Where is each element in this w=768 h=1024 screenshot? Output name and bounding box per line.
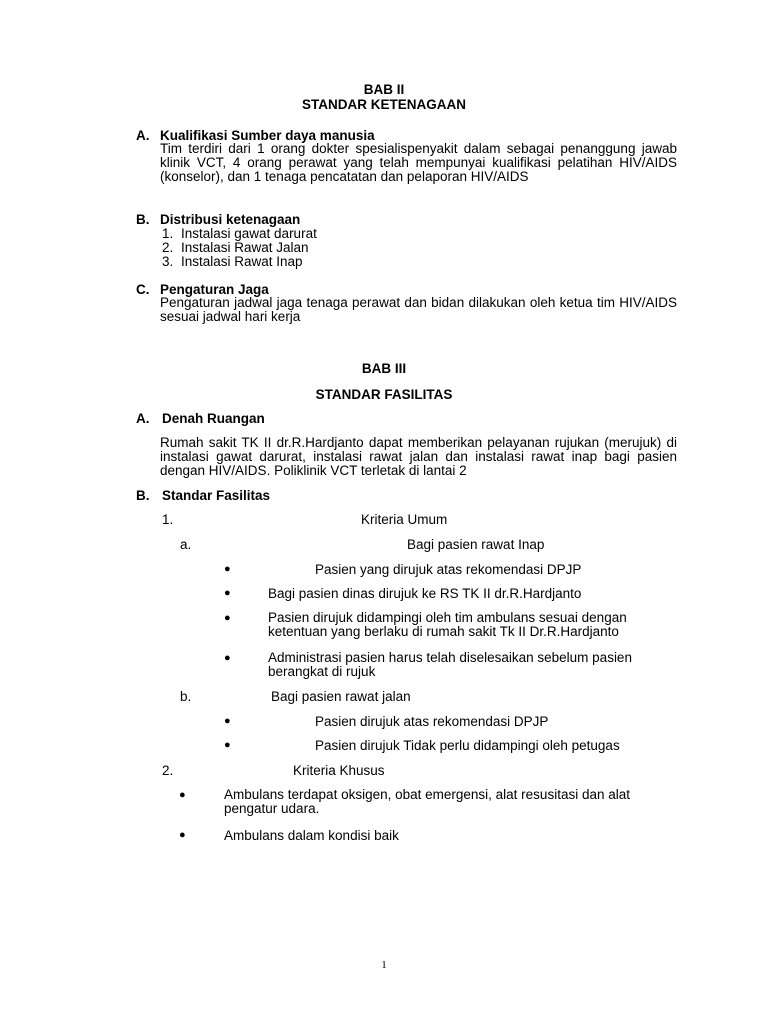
- bullet-icon: ●: [179, 789, 186, 801]
- bab3-b-heading: Standar Fasilitas: [162, 488, 271, 503]
- kriteria-khusus-label: Kriteria Khusus: [293, 763, 385, 778]
- kriteria-khusus-item: Ambulans terdapat oksigen, obat emergensi, alat resusitasi dan alat pengatur udara.: [224, 787, 630, 816]
- rawat-inap-letter: a.: [180, 537, 192, 552]
- bab2-b-item-text: Instalasi gawat darurat: [181, 226, 317, 241]
- bab3-a-letter: A.: [136, 411, 150, 426]
- rawat-jalan-item: Pasien dirujuk Tidak perlu didampingi oleh petugas: [315, 738, 620, 753]
- bab2-b-item-text: Instalasi Rawat Inap: [181, 254, 303, 269]
- kriteria-khusus-item: Ambulans dalam kondisi baik: [224, 828, 399, 843]
- bab3-subtitle: STANDAR FASILITAS: [315, 387, 453, 402]
- bab3-b-letter: B.: [136, 488, 150, 503]
- bullet-icon: ●: [224, 739, 231, 751]
- bab2-a-text: Tim terdiri dari 1 orang dokter spesialispenyakit dalam sebagai penanggung jawab klinik VCT, 4 orang perawat yang telah mempunyai kualifikasi pelatihan HIV/AIDS (konselor), dan 1 tenaga pencatatan dan pelaporan HIV/AIDS: [160, 141, 677, 184]
- bullet-icon: ●: [179, 829, 186, 841]
- rawat-inap-label: Bagi pasien rawat Inap: [407, 537, 545, 552]
- bab2-subtitle: STANDAR KETENAGAAN: [302, 97, 466, 112]
- rawat-jalan-item: Pasien dirujuk atas rekomendasi DPJP: [315, 714, 549, 729]
- bab2-b-item-num: 3.: [162, 254, 174, 269]
- bullet-icon: ●: [224, 652, 231, 664]
- kriteria-khusus-num: 2.: [162, 763, 174, 778]
- rawat-jalan-letter: b.: [180, 689, 192, 704]
- bab2-c-letter: C.: [136, 282, 150, 297]
- kriteria-umum-label: Kriteria Umum: [361, 512, 448, 527]
- bab3-a-text: Rumah sakit TK II dr.R.Hardjanto dapat memberikan pelayanan rujukan (merujuk) di instalasi gawat darurat, instalasi rawat jalan dan instalasi rawat inap bagi pasien dengan HIV/AIDS. Poliklinik VCT terletak di lantai 2: [160, 435, 677, 478]
- rawat-inap-item: Administrasi pasien harus telah diselesaikan sebelum pasien berangkat di rujuk: [268, 650, 632, 679]
- kriteria-umum-num: 1.: [162, 512, 174, 527]
- bullet-icon: ●: [224, 587, 231, 599]
- bab2-a-heading: Kualifikasi Sumber daya manusia: [160, 128, 375, 143]
- bab2-c-heading: Pengaturan Jaga: [160, 282, 269, 297]
- rawat-inap-item: Pasien yang dirujuk atas rekomendasi DPJP: [315, 562, 582, 577]
- bab2-b-item-num: 2.: [162, 240, 174, 255]
- bab3-a-heading: Denah Ruangan: [162, 411, 265, 426]
- rawat-inap-item: Bagi pasien dinas dirujuk ke RS TK II dr.R.Hardjanto: [268, 586, 582, 601]
- bullet-icon: ●: [224, 563, 231, 575]
- page-number: 1: [381, 959, 387, 971]
- bab3-title: BAB III: [361, 361, 407, 376]
- bab2-a-letter: A.: [136, 128, 150, 143]
- bab2-b-letter: B.: [136, 212, 150, 227]
- bab2-b-item-text: Instalasi Rawat Jalan: [181, 240, 309, 255]
- bab2-b-item-num: 1.: [162, 226, 174, 241]
- rawat-jalan-label: Bagi pasien rawat jalan: [271, 689, 411, 704]
- bullet-icon: ●: [224, 612, 231, 624]
- bab2-title: BAB II: [363, 82, 405, 97]
- bullet-icon: ●: [224, 715, 231, 727]
- bab2-c-text: Pengaturan jadwal jaga tenaga perawat dan bidan dilakukan oleh ketua tim HIV/AIDS sesuai jadwal hari kerja: [160, 295, 677, 324]
- bab2-b-heading: Distribusi ketenagaan: [160, 212, 301, 227]
- rawat-inap-item: Pasien dirujuk didampingi oleh tim ambulans sesuai dengan ketentuan yang berlaku di rumah sakit Tk II Dr.R.Hardjanto: [268, 610, 627, 639]
